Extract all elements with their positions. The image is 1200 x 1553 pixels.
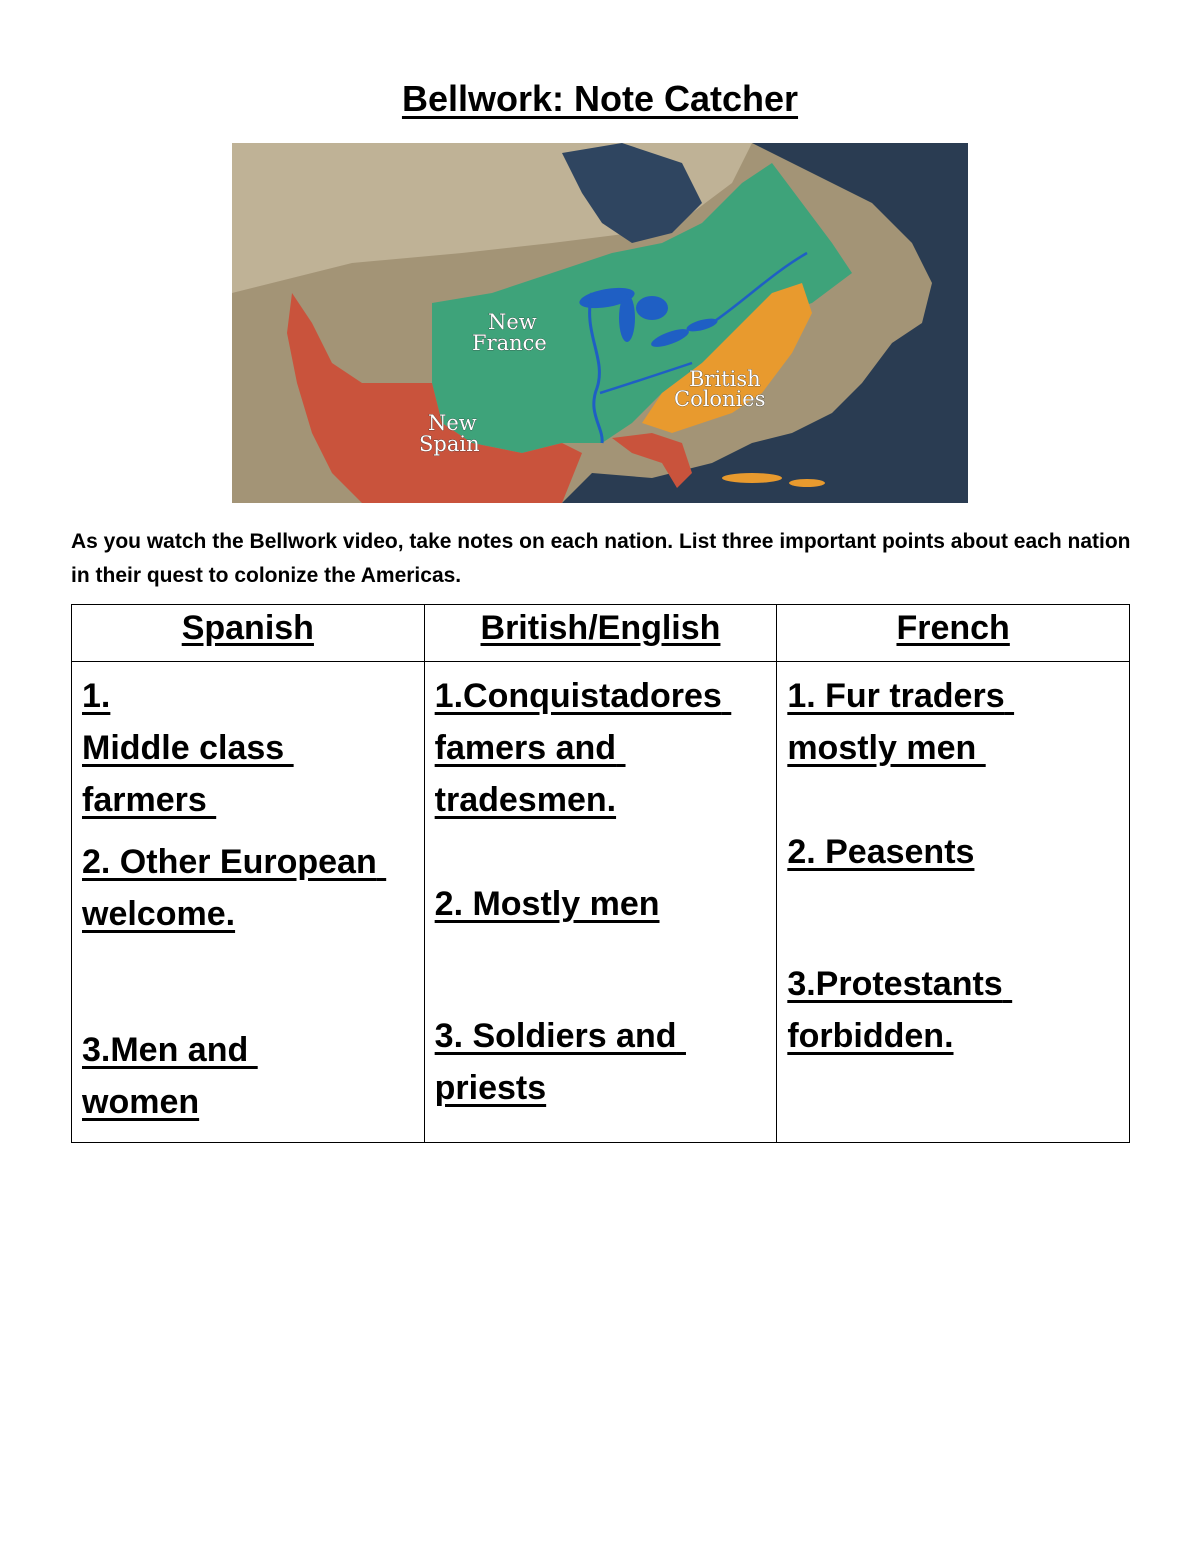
spanish-note-1: 1. Middle class farmers (82, 677, 285, 819)
british-colonies-label-line1: British (689, 367, 761, 391)
map-graphic (232, 143, 968, 503)
british-notes-cell (424, 662, 777, 1143)
british-colonies-label-line2: Colonies (674, 387, 766, 411)
new-france-label-line1: New (488, 310, 537, 334)
colonial-north-america-map (232, 143, 968, 503)
new-spain-label-line1: New (428, 411, 477, 435)
note-catcher-table (71, 604, 1130, 1143)
french-note-3: 3.Protestants forbidden. (787, 965, 1013, 1055)
british-note-1: 1.Conquistadores famers and tradesmen. (434, 677, 732, 819)
spanish-note-3: 3.Men and women (82, 1031, 249, 1121)
british-note-2: 2. Mostly men (434, 885, 660, 923)
new-spain-label-line2: Spain (419, 432, 480, 456)
header-spanish: Spanish (72, 605, 425, 662)
instructions-text: As you watch the Bellwork video, take notes on each nation. List three important points about each nation in their quest to colonize the Americas. (71, 530, 1131, 587)
header-french: French (777, 605, 1130, 662)
french-note-1: 1. Fur traders mostly men (787, 677, 1015, 767)
spanish-notes-cell (72, 662, 425, 1143)
table-row (72, 662, 1130, 1143)
french-notes-cell (777, 662, 1130, 1143)
british-note-3: 3. Soldiers and priests (434, 1017, 686, 1107)
spanish-note-2: 2. Other European welcome. (82, 843, 387, 933)
french-note-2: 2. Peasents (787, 833, 975, 871)
header-british-english: British/English (424, 605, 777, 662)
table-header-row (72, 605, 1130, 662)
page-title: Bellwork: Note Catcher (401, 78, 799, 119)
new-france-label-line2: France (472, 331, 547, 355)
